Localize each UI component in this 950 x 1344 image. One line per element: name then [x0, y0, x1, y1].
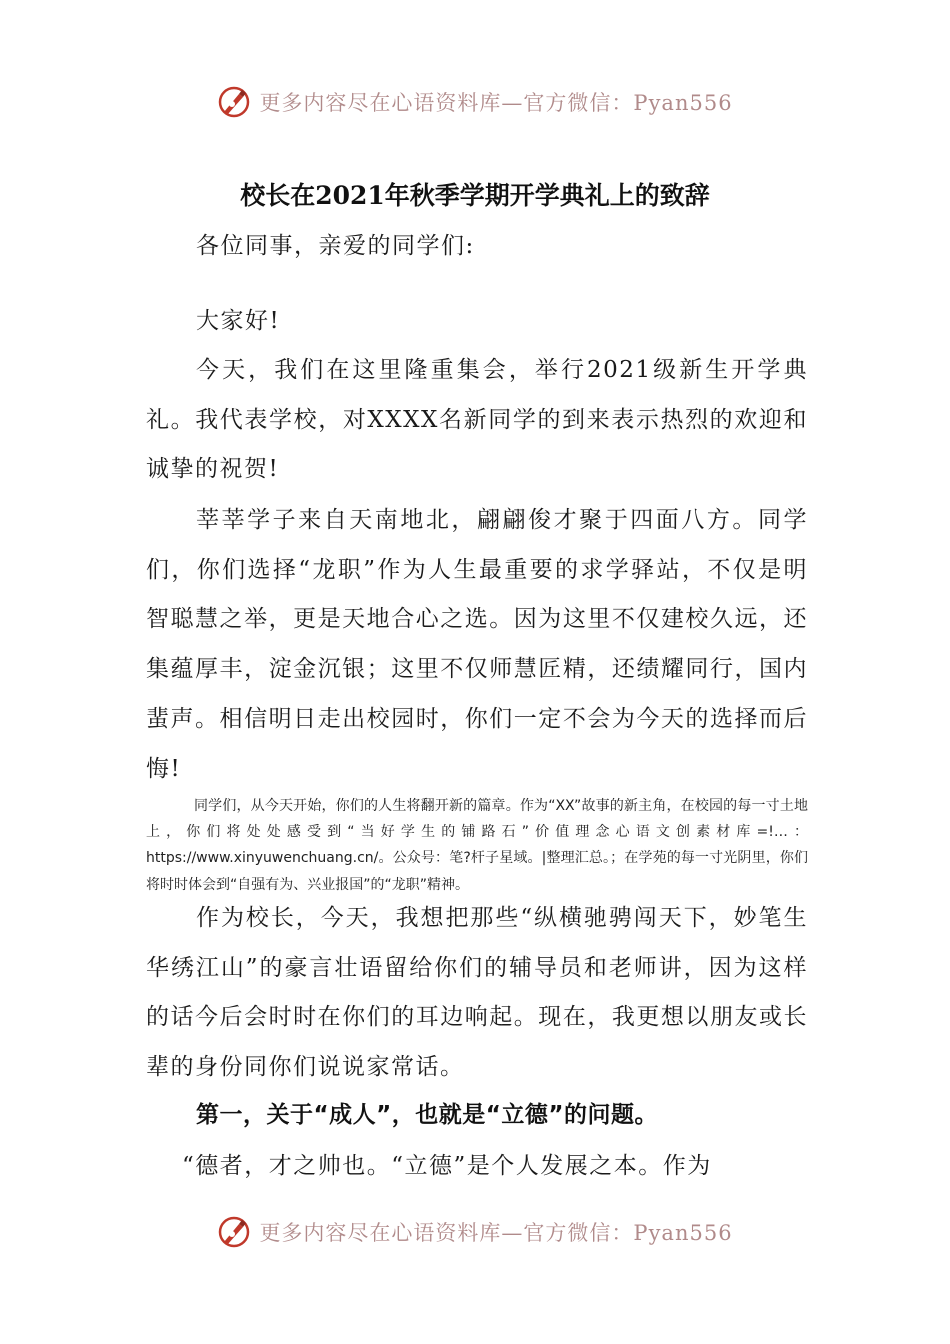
- watermark-banner-top: [0, 80, 950, 124]
- watermark-banner-bottom: [0, 1210, 950, 1254]
- paragraph-3: 作为校长，今天，我想把那些“纵横驰骋闯天下，妙笔生华绣江山”的豪言壮语留给你们的辅导员和老师讲，因为这样的话今后会时时在你们的耳边响起。现在，我更想以朋友或长辈的身份同你们说说家常话。: [146, 905, 808, 1081]
- greeting: 大家好!: [196, 308, 281, 334]
- pen-circle-logo-icon: [217, 85, 251, 119]
- paragraph-1: 今天，我们在这里隆重集会，举行2021级新生开学典礼。我代表学校，对XXXX名新同学的到来表示热烈的欢迎和诚挚的祝贺!: [146, 357, 808, 483]
- watermark-text: 更多内容尽在心语资料库—官方微信：Pyan556: [259, 1221, 733, 1245]
- document-title: 校长在2021年秋季学期开学典礼上的致辞: [240, 181, 710, 210]
- paragraph-4: “德者，才之帅也。“立德”是个人发展之本。作为: [182, 1153, 712, 1179]
- salutation: 各位同事，亲爱的同学们:: [196, 233, 475, 259]
- section-heading-1: 第一，关于“成人”，也就是“立德”的问题。: [196, 1102, 658, 1128]
- pen-circle-logo-icon: [217, 1215, 251, 1249]
- watermark-text: 更多内容尽在心语资料库—官方微信：Pyan556: [259, 91, 733, 115]
- paragraph-small: 同学们，从今天开始，你们的人生将翻开新的篇章。作为“XX”故事的新主角，在校园的每一寸土地上，你们将处处感受到“当好学生的铺路石”价值理念心语文创素材库=!…：https://www.xinyuwenchuang.cn/。公众号：笔?杆子星域。|整理汇总。；在学苑的每一寸光阴里，你们将时时体会到“自强有为、兴业报国”的“龙职”精神。: [146, 798, 808, 893]
- paragraph-2: 莘莘学子来自天南地北，翩翩俊才聚于四面八方。同学们，你们选择“龙职”作为人生最重要的求学驿站，不仅是明智聪慧之举，更是天地合心之选。因为这里不仅建校久远，还集蕴厚丰，淀金沉银；这里不仅师慧匠精，还绩耀同行，国内蜚声。相信明日走出校园时，你们一定不会为今天的选择而后悔!: [146, 507, 808, 782]
